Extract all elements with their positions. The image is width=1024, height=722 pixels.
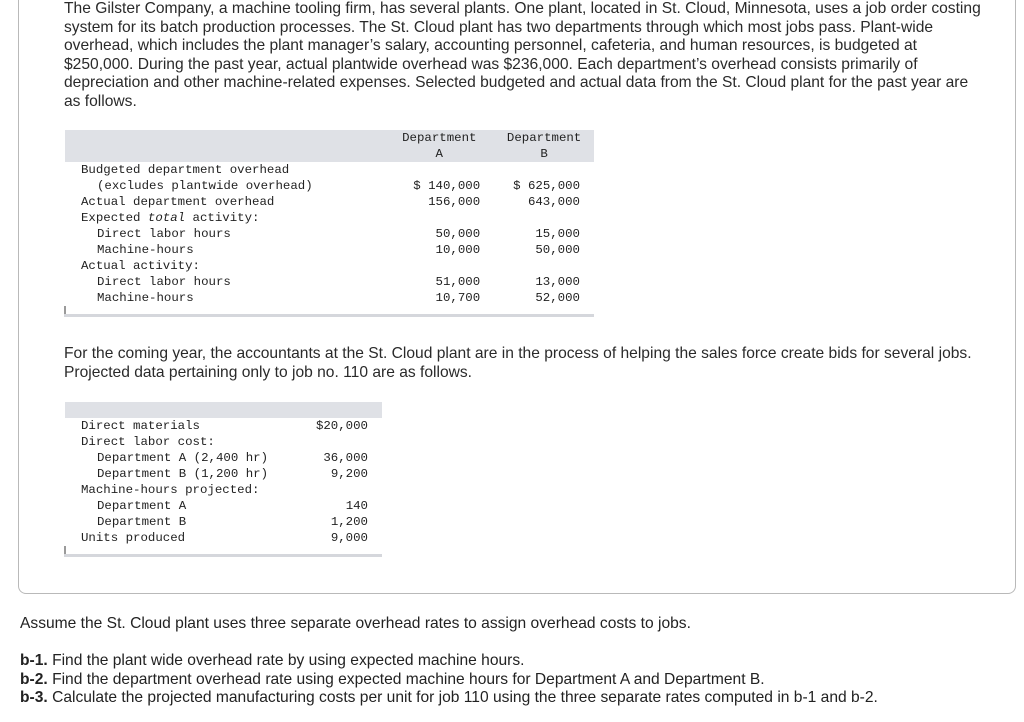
- cell-act-dlh-a: 51,000: [435, 275, 481, 289]
- table-row: [65, 450, 382, 466]
- cell-exp-dlh-b: 15,000: [535, 227, 580, 241]
- middle-paragraph: For the coming year, the accountants at the St. Cloud plant are in the process of helping the sales force create bids for several jobs. Projected data pertaining only to job no. 110 are as follows.: [64, 345, 972, 381]
- cell-dept-b-labor: 9,200: [330, 467, 368, 481]
- cell-actual-oh-a: 156,000: [428, 195, 481, 209]
- col-header-dept-b-line2: B: [494, 146, 594, 162]
- table-row: [65, 434, 382, 450]
- table-row: [65, 498, 382, 514]
- row-label-mh-dept-a: Department A: [97, 499, 187, 513]
- table-row: [65, 242, 594, 258]
- question-b1: b-1. Find the plant wide overhead rate by using expected machine hours.: [20, 652, 525, 669]
- cell-exp-mh-b: 50,000: [535, 243, 580, 257]
- table-row: [65, 274, 594, 290]
- job-110-table: [64, 402, 382, 557]
- table-bottom-rule: [65, 546, 382, 556]
- cell-exp-mh-a: 10,000: [435, 243, 481, 257]
- table-row: [65, 418, 382, 434]
- cell-mh-dept-b: 1,200: [330, 515, 368, 529]
- table-row: [65, 466, 382, 482]
- col-header-dept-a-line1: Department: [384, 130, 494, 146]
- table-row: [65, 226, 594, 242]
- table-header-row: [65, 130, 594, 146]
- table-bottom-rule: [65, 306, 594, 316]
- cell-act-mh-a: 10,700: [435, 291, 481, 305]
- cell-exp-dlh-a: 50,000: [435, 227, 481, 241]
- row-label-mh-dept-b: Department B: [97, 515, 187, 529]
- cell-actual-oh-b: 643,000: [527, 195, 580, 209]
- table-row: [65, 514, 382, 530]
- table-row: [65, 530, 382, 546]
- row-label-budgeted-overhead: Budgeted department overhead: [81, 163, 290, 177]
- row-label-units-produced: Units produced: [81, 531, 186, 545]
- row-label-exp-dlh: Direct labor hours: [97, 227, 231, 241]
- col-header-dept-b-line1: Department: [494, 130, 594, 146]
- cell-units-produced: 9,000: [330, 531, 368, 545]
- row-label-act-mh: Machine-hours: [97, 291, 194, 305]
- row-label-expected-activity: Expected total activity:: [81, 211, 260, 225]
- row-label-dept-a-hours: Department A (2,400 hr): [97, 451, 269, 465]
- cell-act-dlh-b: 13,000: [535, 275, 580, 289]
- cell-mh-dept-a: 140: [345, 499, 368, 513]
- row-label-act-dlh: Direct labor hours: [97, 275, 231, 289]
- row-label-dept-b-hours: Department B (1,200 hr): [97, 467, 269, 481]
- table-row: [65, 258, 594, 274]
- cell-act-mh-b: 52,000: [535, 291, 580, 305]
- cell-direct-materials: $20,000: [315, 419, 368, 433]
- intro-paragraph: The Gilster Company, a machine tooling firm, has several plants. One plant, located in St. Cloud, Minnesota, uses a job order costing system for its batch production processes. The St. Cloud plant has two departments through which most jobs pass. Plant-wide overhead, which includes the plant manager’s salary, accounting personnel, cafeteria, and human resources, is budgeted at $250,000. During the past year, actual plantwide overhead was $236,000. Each department’s overhead consists primarily of depreciation and other machine-related expenses. Selected budgeted and actual data from the St. Cloud plant for the past year are as follows.: [64, 0, 981, 110]
- row-label-actual-overhead: Actual department overhead: [81, 195, 275, 209]
- budget-actual-table: [64, 130, 594, 317]
- table-header-row: [65, 402, 382, 418]
- table-row: [65, 194, 594, 210]
- row-label-direct-labor-cost: Direct labor cost:: [81, 435, 215, 449]
- question-b2: b-2. Find the department overhead rate using expected machine hours for Department A and Department B.: [20, 670, 765, 688]
- question-list: [20, 652, 1010, 708]
- table-row: [65, 482, 382, 498]
- row-label-direct-materials: Direct materials: [81, 419, 200, 433]
- row-label-budgeted-sub: (excludes plantwide overhead): [97, 179, 313, 193]
- assumption-text: Assume the St. Cloud plant uses three separate overhead rates to assign overhead costs to jobs.: [20, 615, 691, 632]
- table-row: [65, 178, 594, 194]
- cell-budgeted-a: $ 140,000: [413, 179, 481, 193]
- row-label-actual-activity: Actual activity:: [81, 259, 200, 273]
- row-label-machine-hours-projected: Machine-hours projected:: [81, 483, 260, 497]
- question-b3: b-3. Calculate the projected manufacturing costs per unit for job 110 using the three separate rates computed in b-1 and b-2.: [20, 689, 878, 707]
- col-header-dept-a-line2: A: [384, 146, 494, 162]
- table-row: [65, 290, 594, 306]
- row-label-exp-mh: Machine-hours: [97, 243, 194, 257]
- cell-dept-a-labor: 36,000: [323, 451, 368, 465]
- cell-budgeted-b: $ 625,000: [513, 179, 580, 193]
- table-row: [65, 162, 594, 178]
- table-row: [65, 210, 594, 226]
